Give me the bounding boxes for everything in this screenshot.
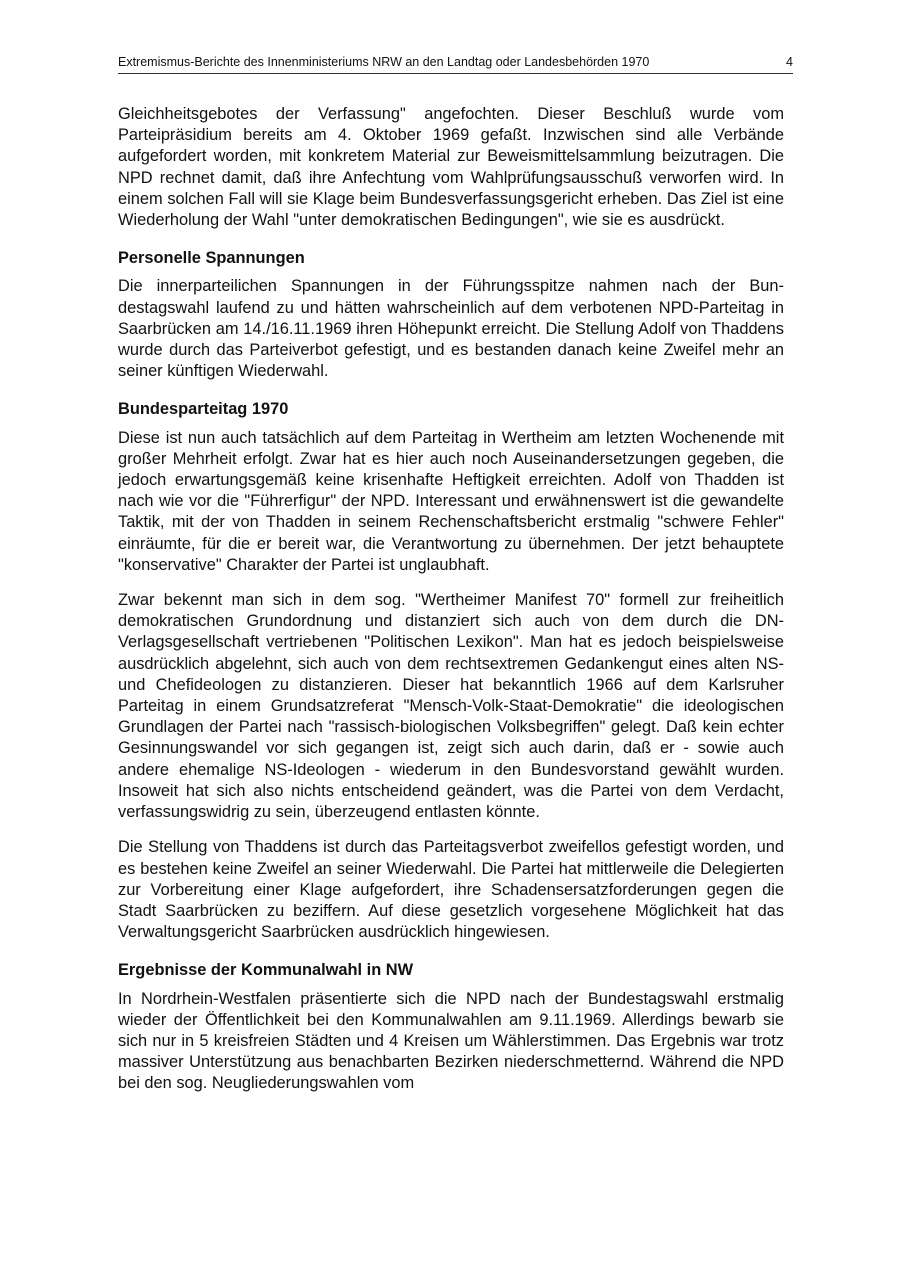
paragraph: Die innerparteilichen Spannungen in der Führungsspitze nahmen nach der Bundestagswahl laufend zu und hätten wahrscheinlich auf dem verbotenen NPD-Parteitag in Saarbrücken am 14./16.11.1969 ihren Höhepunkt erreicht. Die Stellung Adolf von Thaddens wurde durch das Parteiverbot gefestigt, und es bestanden danach keine Zweifel mehr an seiner künftigen Wiederwahl. bbox=[118, 277, 784, 381]
paragraph: Die Stellung von Thaddens ist durch das Parteitagsverbot zweifellos gefestigt worden, und es bestehen keine Zweifel an seiner Wiederwahl. Die Partei hat mittlerweile die Delegierten zur Vorbereitung einer Klage aufgefordert, ihre Schadensersatzforderungen gegen die Stadt Saarbrücken zu beziffern. Auf diese gesetzlich vorgesehene Möglichkeit hat das Verwaltungsgericht Saarbrücken ausdrücklich hingewiesen. bbox=[118, 838, 784, 942]
page-header bbox=[118, 53, 793, 74]
document-body bbox=[118, 104, 784, 1112]
header-title: Extremismus-Berichte des Innenministeriums NRW an den Landtag oder Landesbehörden 1970 bbox=[118, 55, 650, 69]
paragraph: Zwar bekennt man sich in dem sog. "Wertheimer Manifest 70" formell zur freiheitlich demokratischen Grundordnung und distanziert sich auch von dem durch die DN-Verlagsgesellschaft vertriebenen "Politischen Lexikon". Man hat es jedoch beispielsweise ausdrücklich abgelehnt, sich auch von dem rechtsextremen Gedankengut eines alten NS- und Chefideologen zu distanzieren. Dieser hat bekanntlich 1966 auf dem Karlsruher Parteitag in einem Grundsatzreferat "Mensch-Volk-Staat-Demokratie" die ideologischen Grundlagen der Partei nach "rassisch-biologischen Volksbegriffen" gelegt. Daß kein echter Gesinnungswandel vor sich gegangen ist, zeigt sich auch darin, daß er - sowie auch andere ehemalige NS-Ideologen - wiederum in den Bundesvorstand gewählt wurden. Insoweit hat sich also nichts entscheidend geändert, was die Partei von dem Verdacht, verfassungswidrig zu sein, überzeugend entlasten könnte. bbox=[118, 591, 784, 822]
paragraph: Gleichheitsgebotes der Verfassung" angefochten. Dieser Beschluß wurde vom Parteipräsidium bereits am 4. Oktober 1969 gefaßt. Inzwischen sind alle Verbände aufgefordert worden, mit konkretem Material zur Beweismittelsammlung beizutragen. Die NPD rechnet damit, daß ihre Anfechtung vom Wahlprüfungsausschuß verworfen wird. In einem solchen Fall will sie Klage beim Bundesverfassungsgericht erheben. Das Ziel ist eine Wiederholung der Wahl "unter demokratischen Bedingungen", wie sie es ausdrückt. bbox=[118, 105, 784, 230]
page-number: 4 bbox=[786, 55, 793, 69]
section-heading: Bundesparteitag 1970 bbox=[118, 400, 289, 419]
section-heading: Ergebnisse der Kommunalwahl in NW bbox=[118, 961, 414, 980]
section-heading: Personelle Spannungen bbox=[118, 249, 305, 268]
paragraph: In Nordrhein-Westfalen präsentierte sich die NPD nach der Bundestagswahl erstmalig wieder der Öffentlichkeit bei den Kommunalwahlen am 9.11.1969. Allerdings bewarb sie sich nur in 5 kreisfreien Städten und 4 Kreisen um Wählerstimmen. Das Ergebnis war trotz massiver Unterstützung aus benachbarten Bezirken niederschmetternd. Während die NPD bei den sog. Neugliederungswahlen vom bbox=[118, 989, 784, 1093]
paragraph: Diese ist nun auch tatsächlich auf dem Parteitag in Wertheim am letzten Wochenende mit großer Mehrheit erfolgt. Zwar hat es hier auch noch Auseinandersetzungen gegeben, die jedoch erwartungsgemäß keine krisenhafte Heftigkeit erreichten. Adolf von Thadden ist nach wie vor die "Führerfigur" der NPD. Interessant und erwähnenswert ist die gewandelte Taktik, mit der von Thadden in seinem Rechenschaftsbericht erstmalig "schwere Fehler" einräumte, für die er bereit war, die Verantwortung zu übernehmen. Der jetzt behauptete "konservative" Charakter der Partei ist unglaubhaft. bbox=[118, 428, 784, 574]
